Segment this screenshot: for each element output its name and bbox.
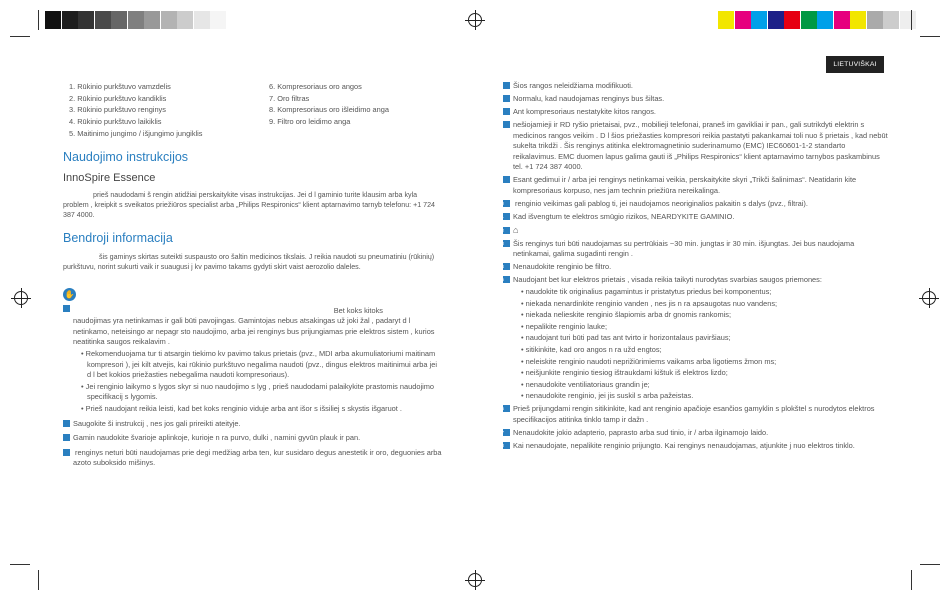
registration-mark	[14, 291, 28, 305]
bullet-item	[519, 310, 888, 321]
bullet-item	[519, 345, 888, 356]
color-swatch	[867, 11, 883, 29]
color-swatch	[194, 11, 210, 29]
warning-item	[60, 418, 443, 430]
left-warnings	[60, 304, 443, 473]
color-swatch	[834, 11, 850, 29]
color-swatch	[817, 11, 833, 29]
bullet-text: niekada nelieskite renginio šlapiomis arba dr gnomis rankomis;	[525, 310, 732, 320]
item-text: Naudojant bet kur elektros prietais , visada reikia taikyti nurodytas svarbias saugos priemones:	[513, 275, 822, 285]
item-number-badge: 2	[63, 420, 70, 427]
crop-mark	[10, 564, 30, 565]
bullet-text: Rekomenduojama tur ti atsargin tiekimo kv pavimo takus prietais (pvz., MDI arba akumuliatoriumi maitinam kompresori ), jei kilt atvejis, kai rūkinio purkštuvo negalima naudoti (pvz., dingus elektros maitinimui arba jei d l bet kokios priežasties nebegalima naudoti kompresoriaus).	[85, 348, 437, 380]
item-number-badge: 9	[503, 176, 510, 183]
registration-mark	[922, 291, 936, 305]
warning-item	[498, 262, 888, 273]
item-number-badge: 14	[503, 263, 510, 270]
item-text: renginys neturi būti naudojamas prie degi medžiag arba ten, kur susidaro degus anestetik ir oro, deguonies arba azoto suboksido mišinys.	[73, 447, 442, 468]
item-text: Prieš prijungdami rengin sitikinkite, kad ant renginio apačioje esančios gamyklin s plokštel s nurodytos elektros specifikacijos atitinka tinklo tamp ir dažn .	[513, 404, 875, 424]
bullet-dot: •	[521, 287, 526, 296]
bullet-text: naudojant turi būti pad tas ant tvirto ir horizontalaus paviršiaus;	[525, 333, 731, 343]
bullet-dot: •	[521, 310, 526, 320]
item-number-badge: 17	[503, 429, 510, 436]
product-name: InnoSpire Essence	[63, 172, 156, 184]
bullet-dot: •	[521, 321, 526, 331]
item-number-badge: 4	[63, 449, 70, 456]
bullet-item	[519, 333, 888, 344]
bullet-text: Jei renginio laikymo s lygos skyr si nuo naudojimo s lyg , prieš naudodami palaikykite prastomis naudojimo specifikacij s lygomis.	[85, 381, 435, 402]
part-item: 8. Kompresoriaus oro išleidimo anga	[269, 105, 389, 115]
color-swatch	[45, 11, 61, 29]
item-number-badge: 16	[503, 405, 510, 412]
item-text: Esant gedimui ir / arba jei renginys netinkamai veikia, perskaitykite skyri „Trikči šalinimas“. Neatidarin kite kompresoriaus korpuso, nes jam technin priežiūra nereikalinga.	[513, 175, 857, 195]
item-text: renginio veikimas gali pablog ti, jei naudojamos neoriginalios pakaitin s dalys (pvz., filtrai).	[513, 198, 808, 208]
general-info-heading: Bendroji informacija	[63, 231, 173, 245]
crop-mark	[38, 10, 39, 30]
color-swatch	[144, 11, 160, 29]
color-swatch	[768, 11, 784, 29]
item-lead: Bet koks kitoks	[333, 305, 383, 315]
part-item: 1. Rūkinio purkštuvo vamzdelis	[69, 82, 171, 91]
item-text: Kai nenaudojate, nepalikite renginio prijungto. Kai renginys nenaudojamas, atjunkite j nuo elektros tinklo.	[513, 440, 855, 450]
item-text: nešiojamieji ir RD ryšio prietaisai, pvz., mobilieji telefonai, praneš im gavikliai ir pan., gali sutrikdyti elektrin s medicinos rangos veikim . D l šios priežasties kompresori reikia pastatyti pakankamai toli nuo š prietais , kad nebūt sukelta trikdži . Šis renginys atitinka elektromagnetinio suderinamumo (EMC) IEC60601-1-2 standarto reikalavimus. EMC duomen lapus galima gauti iš „Philips Respironics“ klient aptarnavimo tarnybos paskambinus tel. +1 724 387 4000.	[513, 119, 888, 172]
bullet-item	[519, 368, 888, 379]
bullet-text: nepalikite renginio lauke;	[525, 321, 608, 331]
color-swatch	[784, 11, 800, 29]
instructions-body: prieš naudodami š rengin atidžiai perskaitykite visas instrukcijas. Jei d l gaminio turite klausim arba kyla problem , kreipkit s sveikatos priežiūros specialist arba „Philips Respironics“ klient aptarnavimo tarnyb telefonu: +1 724 387 4000.	[63, 191, 436, 219]
warning-item	[500, 175, 888, 196]
warning-item	[498, 275, 888, 402]
indoor-use-icon: ⌂	[513, 224, 519, 235]
warning-item	[500, 119, 888, 173]
item-text: Normalu, kad naudojamas renginys bus šiltas.	[513, 93, 665, 103]
part-item: 3. Rūkinio purkštuvo renginys	[69, 105, 166, 115]
bullet-dot: •	[521, 333, 526, 343]
color-swatch	[111, 11, 127, 29]
item-number-badge: 1	[63, 305, 70, 312]
bullet-text: neišjunkite renginio tiesiog ištraukdami kištuk iš elektros lizdo;	[525, 368, 728, 378]
bullet-text: niekada nenardinkite renginio vanden , nes jis n ra apsaugotas nuo vandens;	[525, 298, 778, 308]
bullet-dot: •	[81, 381, 86, 391]
warning-item	[498, 198, 888, 210]
bullet-dot: •	[521, 356, 526, 366]
bullet-text: naudokite tik originalius pagamintus ir pristatytus priedus bei komponentus;	[525, 287, 772, 296]
bullet-item	[79, 349, 443, 381]
bullet-text: neleiskite renginio naudoti neprižiūrimiems vaikams arba ligotiems žmon ms;	[525, 356, 777, 366]
part-item: 9. Filtro oro leidimo anga	[269, 117, 351, 127]
color-swatch	[177, 11, 193, 29]
item-number-badge: 12	[503, 227, 510, 234]
bullet-item	[519, 299, 888, 310]
warning-item	[498, 440, 888, 452]
warning-item	[498, 427, 888, 439]
bullet-item	[519, 380, 888, 391]
item-text: Šios rangos neleidžiama modifikuoti.	[513, 81, 633, 90]
part-item: 6. Kompresoriaus oro angos	[269, 82, 362, 91]
warning-item	[498, 404, 888, 425]
item-text: Nenaudokite renginio be filtro.	[513, 262, 612, 272]
crop-mark	[911, 570, 912, 590]
item-number-badge: 18	[503, 442, 510, 449]
color-swatch	[801, 11, 817, 29]
color-swatch	[95, 11, 111, 29]
color-swatch	[850, 11, 866, 29]
color-swatch	[900, 11, 916, 29]
bullet-text: sitikinkite, kad oro angos n ra užd engtos;	[525, 344, 662, 354]
crop-mark	[920, 36, 940, 37]
warning-item	[498, 224, 888, 237]
crop-mark	[38, 570, 39, 590]
crop-mark	[920, 564, 940, 565]
part-item: 4. Rūkinio purkštuvo laikiklis	[69, 117, 162, 127]
bullet-item	[519, 391, 888, 402]
part-item: 7. Oro filtras	[269, 93, 310, 103]
item-text: Gamin naudokite švarioje aplinkoje, kurioje n ra purvo, dulki , namini gyvūn plauk ir pan.	[73, 433, 361, 443]
grayscale-bar	[45, 11, 245, 29]
bullet-dot: •	[521, 368, 526, 378]
warning-item	[500, 93, 888, 105]
warning-item	[60, 304, 443, 415]
item-number-badge: 6	[503, 95, 510, 102]
bullet-item	[79, 404, 443, 415]
item-text: Nenaudokite jokio adapterio, paprasto arba sud tinio, ir / arba ilginamojo laido.	[513, 427, 769, 437]
warning-hand-icon: ✋	[64, 290, 75, 299]
item-number-badge: 3	[63, 434, 70, 441]
color-swatch	[128, 11, 144, 29]
bullet-text: nenaudokite ventiliatoriaus grandin je;	[525, 379, 650, 389]
crop-mark	[10, 36, 30, 37]
color-swatch	[718, 11, 734, 29]
right-warnings	[498, 81, 888, 454]
item-number-badge: 11	[503, 213, 510, 220]
bullet-dot: •	[521, 391, 526, 401]
warning-item	[500, 106, 888, 118]
warning-item	[60, 433, 443, 444]
registration-mark	[468, 13, 482, 27]
registration-mark	[468, 573, 482, 587]
bullet-dot: •	[81, 348, 86, 358]
item-text: Saugokite ši instrukcij , nes jos gali prireikti ateityje.	[73, 418, 241, 428]
bullet-text: nenaudokite renginio, jei jis suskil s arba pažeistas.	[525, 391, 694, 401]
warning-item	[499, 211, 888, 223]
bullet-dot: •	[81, 403, 86, 413]
color-swatch	[62, 11, 78, 29]
bullet-text: Prieš naudojant reikia leisti, kad bet koks renginio viduje arba ant išor s išsiliej s skystis išgaruot .	[85, 403, 402, 413]
color-swatch	[735, 11, 751, 29]
color-swatch	[210, 11, 226, 29]
bullet-dot: •	[521, 379, 526, 389]
bullet-item	[519, 322, 888, 333]
item-text: Šis renginys turi būti naudojamas su pertrūkiais ~30 min. jungtas ir 30 min. išjungtas. Jei bus naudojama netinkamai, galima sugadinti rengin .	[513, 238, 855, 259]
bullet-item	[519, 357, 888, 368]
bullet-dot: •	[521, 344, 526, 354]
warning-item	[60, 447, 443, 469]
item-number-badge: 13	[503, 240, 510, 247]
part-item: 2. Rūkinio purkštuvo kandiklis	[69, 93, 167, 103]
warning-item	[500, 81, 888, 92]
color-swatch	[751, 11, 767, 29]
bullet-dot: •	[521, 298, 526, 308]
item-number-badge: 10	[503, 200, 510, 207]
color-swatch	[78, 11, 94, 29]
item-text: Kad išvengtum te elektros smūgio rizikos, NEARDYKITE GAMINIO.	[513, 211, 735, 221]
crop-mark	[911, 10, 912, 30]
color-swatch	[883, 11, 899, 29]
bullet-item	[79, 382, 443, 403]
bullet-item	[519, 287, 888, 298]
color-swatch	[161, 11, 177, 29]
color-bar	[718, 11, 918, 29]
item-number-badge: 5	[503, 82, 510, 89]
part-item: 5. Maitinimo jungimo / išjungimo jungiklis	[69, 128, 203, 138]
item-number-badge: 7	[503, 108, 510, 115]
warning-item	[498, 238, 888, 260]
general-info-body: šis gaminys skirtas suteikti suspausto oro šaltin medicinos tikslais. J reikia naudoti su pneumatiniu (rūkinių) purkštuvu, norint sukurti vaik ir suaugusi j kv pavimo takams gydyti skirt vaist aerozolio daleles.	[63, 253, 435, 271]
item-number-badge: 15	[503, 276, 510, 283]
language-tab: LIETUVIŠKAI	[826, 56, 884, 73]
item-number-badge: 8	[503, 121, 510, 128]
item-text: Ant kompresoriaus nestatykite kitos rangos.	[513, 106, 656, 116]
item-text: naudojimas yra netinkamas ir gali būti pavojingas. Gamintojas nebus atsakingas už joki žal , padaryt d l netinkamo, neteisingo ar nepagr sto naudojimo, arba jei renginys bus prijungiamas prie elektros sistem , kurios neatitinka saugos reikalavim .	[73, 316, 435, 347]
instructions-heading: Naudojimo instrukcijos	[63, 150, 189, 164]
